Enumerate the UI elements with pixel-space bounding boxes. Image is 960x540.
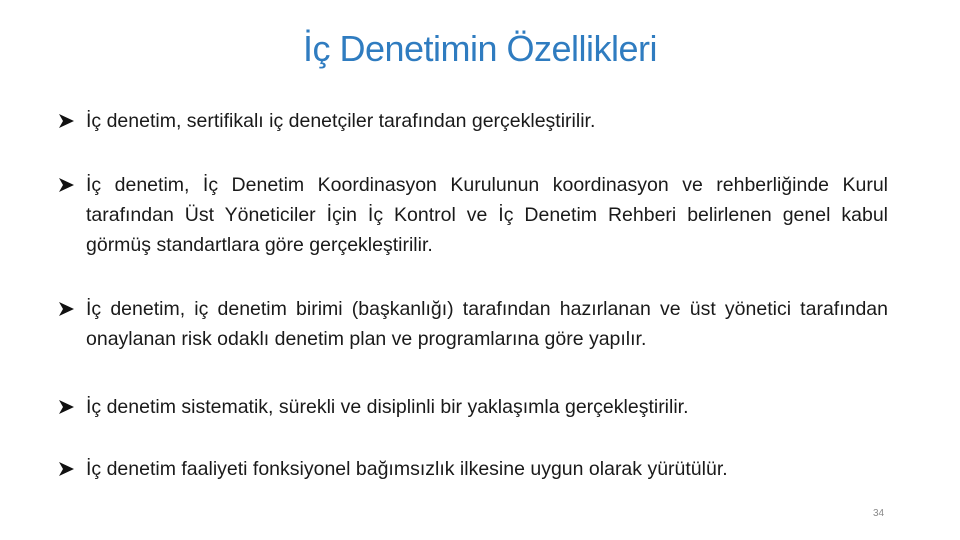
arrow-bullet-icon: [58, 301, 75, 317]
bullet-text: İç denetim, iç denetim birimi (başkanlığı) tarafından hazırlanan ve üst yönetici tarafından onaylanan risk odaklı denetim plan ve programlarına göre yapılır.: [86, 298, 888, 350]
bullet-list: [58, 106, 888, 484]
bullet-text: İç denetim faaliyeti fonksiyonel bağımsızlık ilkesine uygun olarak yürütülür.: [86, 458, 728, 480]
arrow-bullet-icon: [58, 113, 75, 129]
bullet-text: İç denetim, İç Denetim Koordinasyon Kurulunun koordinasyon ve rehberliğinde Kurul tarafından Üst Yöneticiler İçin İç Kontrol ve İç Denetim Rehberi belirlenen genel kabul görmüş standartlara göre gerçekleştirilir.: [86, 174, 888, 256]
bullet-item: [58, 294, 888, 354]
bullet-item: [58, 170, 888, 260]
arrow-bullet-icon: [58, 399, 75, 415]
slide-title: İç Denetimin Özellikleri: [302, 28, 658, 69]
bullet-item: [58, 392, 888, 422]
bullet-item: [58, 106, 888, 136]
bullet-item: [58, 454, 888, 484]
arrow-bullet-icon: [58, 461, 75, 477]
bullet-text: İç denetim, sertifikalı iç denetçiler tarafından gerçekleştirilir.: [86, 110, 596, 132]
arrow-bullet-icon: [58, 177, 75, 193]
bullet-text: İç denetim sistematik, sürekli ve disiplinli bir yaklaşımla gerçekleştirilir.: [86, 396, 689, 418]
page-number: 34: [873, 508, 885, 519]
